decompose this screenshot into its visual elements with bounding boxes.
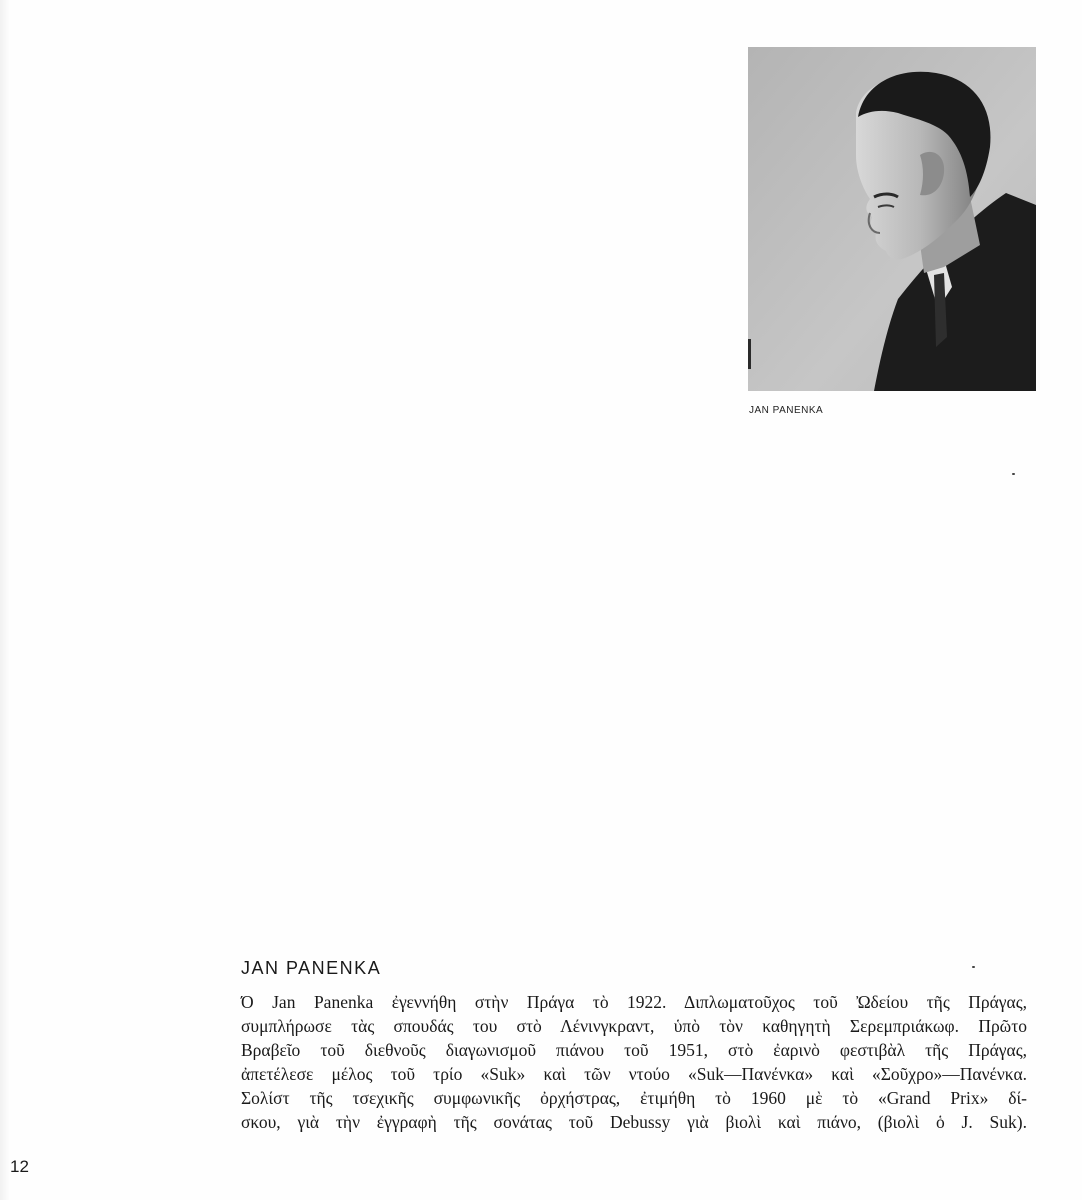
body-line: σκου, γιὰ τὴν ἐγγραφὴ τῆς σονάτας τοῦ Debussy γιὰ βιολὶ καὶ πιάνο, (βιολὶ ὁ J. Suk).: [241, 1112, 1027, 1132]
article-heading: JAN PANENKA: [241, 958, 382, 978]
photo-caption: JAN PANENKA: [749, 405, 824, 416]
scan-speck: [972, 966, 975, 968]
body-line: Βραβεῖο τοῦ διεθνοῦς διαγωνισμοῦ πιάνου τοῦ 1951, στὸ ἐαρινὸ φεστιβὰλ τῆς Πράγας,: [241, 1040, 1027, 1060]
scan-speck: [1012, 473, 1015, 475]
body-line: ἀπετέλεσε μέλος τοῦ τρίο «Suk» καὶ τῶν ντούο «Suk—Πανένκα» καὶ «Σοῦχρο»—Πανένκα.: [241, 1064, 1027, 1084]
body-line: Σολίστ τῆς τσεχικῆς συμφωνικῆς ὀρχήστρας, ἐτιμήθη τὸ 1960 μὲ τὸ «Grand Prix» δί-: [241, 1088, 1027, 1108]
page-number: 12: [10, 1157, 29, 1176]
page-edge-shadow: [0, 0, 10, 1200]
portrait-photo: [748, 47, 1036, 391]
body-line: Ό Jan Panenka ἐγεννήθη στὴν Πράγα τὸ 1922. Διπλωματοῦχος τοῦ Ὠδείου τῆς Πράγας,: [241, 992, 1027, 1012]
body-line: συμπλήρωσε τὰς σπουδάς του στὸ Λένινγκραντ, ὑπὸ τὸν καθηγητὴ Σερεμπριάκωφ. Πρῶτο: [241, 1016, 1027, 1036]
article-body: [241, 990, 1027, 1134]
